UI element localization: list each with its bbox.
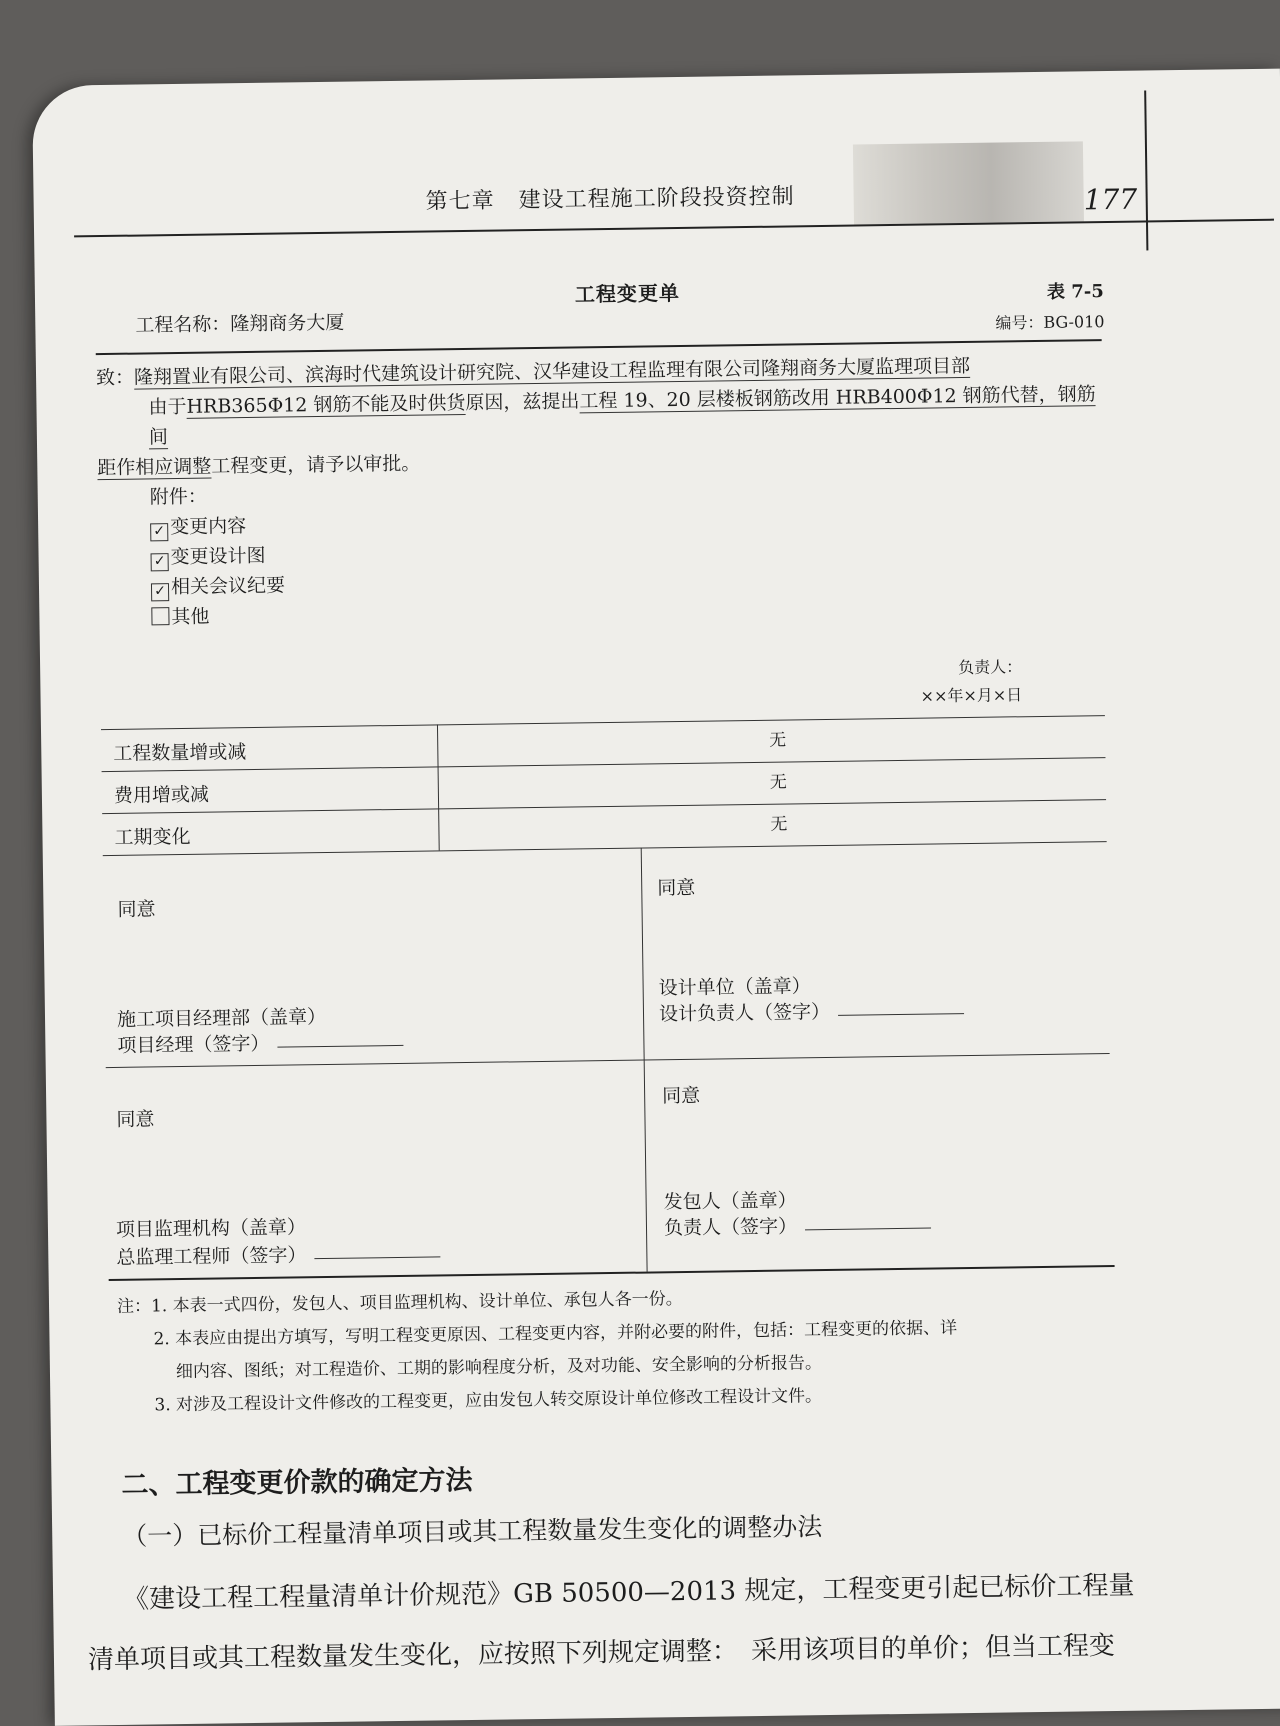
serial-number: 编号：BG-010 [995, 312, 1105, 333]
designer-signature: 设计负责人（签字） [659, 995, 964, 1026]
row-value-cost: 无 [769, 772, 787, 793]
section-heading: 二、工程变更价款的确定方法 [121, 1464, 473, 1501]
note-line: 细内容、图纸；对工程造价、工期的影响程度分析，及对功能、安全影响的分析报告。 [175, 1353, 823, 1383]
contractor-signature: 项目经理（签字） [117, 1027, 403, 1058]
form-notes [117, 1276, 1199, 1423]
attachment-item: ✓ 相关会议纪要 [151, 559, 1109, 602]
table-rule [102, 757, 1106, 772]
page-number: 177 [1083, 182, 1138, 217]
attachment-item: 其他 [151, 589, 1109, 632]
employer-agree: 同意 [662, 1084, 701, 1108]
row-label-cost: 费用增或减 [113, 783, 210, 807]
attachments-label: 附件： [149, 485, 207, 509]
table-rule [102, 799, 1106, 814]
chapter-number: 第七章 [425, 188, 495, 215]
table-rule [101, 715, 1105, 730]
contractor-agree: 同意 [117, 898, 156, 921]
header-rule [74, 219, 1274, 238]
signature-line[interactable] [805, 1228, 931, 1231]
book-page [32, 69, 1280, 1726]
signature-line[interactable] [314, 1256, 440, 1259]
chapter-title: 建设工程施工阶段投资控制 [518, 184, 795, 214]
table-rule [103, 841, 1107, 856]
attachment-checkbox[interactable]: ✓ [151, 583, 169, 601]
contractor-stamp: 施工项目经理部（盖章） [116, 1005, 327, 1031]
note-line: 注：1. 本表一式四份，发包人、项目监理机构、设计单位、承包人各一份。 [116, 1289, 683, 1317]
attachment-item: ✓ 变更内容 [150, 499, 1108, 542]
table-divider [437, 724, 440, 850]
signature-line[interactable] [277, 1045, 403, 1048]
running-header [425, 179, 794, 215]
signature-line[interactable] [838, 1013, 964, 1016]
row-value-schedule: 无 [770, 814, 788, 835]
responsible-label: 负责人： [958, 657, 1023, 678]
proposal-line: 距作相应调整工程变更，请予以审批。 [97, 452, 421, 480]
designer-agree: 同意 [657, 876, 696, 900]
supervisor-signature: 总监理工程师（签字） [116, 1238, 440, 1270]
designer-stamp: 设计单位（盖章） [658, 975, 811, 1000]
attachment-checkbox[interactable] [151, 607, 169, 625]
addressee-line: 致：隆翔置业有限公司、滨海时代建筑设计研究院、汉华建设工程监理有限公司隆翔商务大厦监理项目部 [95, 354, 971, 390]
reason-line: 由于HRB365Φ12 钢筋不能及时供货原因，兹提出工程 19、20 层楼板钢筋改用 HRB400Φ12 钢筋代替，钢筋间 [148, 383, 1096, 449]
attachment-item: ✓ 变更设计图 [150, 529, 1108, 572]
attachment-checkbox[interactable]: ✓ [150, 523, 168, 541]
attachments-list [98, 499, 1110, 633]
table-number: 表 7-5 [1046, 281, 1104, 303]
row-value-quantity: 无 [769, 730, 787, 751]
body-line: 《建设工程工程量清单计价规范》GB 50500—2013 规定，工程变更引起已标价工程量 [122, 1570, 1135, 1615]
project-name: 工程名称：隆翔商务大厦 [135, 311, 345, 337]
body-line: 清单项目或其工程数量发生变化，应按照下列规定调整： 采用该项目的单价；但当工程变 [87, 1631, 1116, 1676]
note-line: 2. 本表应由提出方填写，写明工程变更原因、工程变更内容，并附必要的附件，包括：工程变更的依据、详 [153, 1318, 958, 1350]
proposal: 工程 19、20 层楼板钢筋改用 HRB400Φ12 钢筋代替，钢筋间 [148, 383, 1096, 449]
attachment-checkbox[interactable]: ✓ [151, 553, 169, 571]
section-subheading: （一）已标价工程量清单项目或其工程数量发生变化的调整办法 [122, 1512, 823, 1551]
header-vertical-rule [1144, 90, 1148, 250]
reason: HRB365Φ12 钢筋不能及时供货 [186, 391, 466, 418]
addressee: 隆翔置业有限公司、滨海时代建筑设计研究院、汉华建设工程监理有限公司隆翔商务大厦监理项目部 [133, 354, 971, 389]
form-body [96, 349, 1110, 633]
row-label-quantity: 工程数量增或减 [113, 741, 247, 765]
supervisor-stamp: 项目监理机构（盖章） [115, 1216, 307, 1241]
header-building-image [853, 141, 1084, 224]
supervisor-agree: 同意 [116, 1108, 155, 1131]
employer-stamp: 发包人（盖章） [663, 1189, 797, 1214]
row-label-schedule: 工期变化 [114, 825, 191, 849]
employer-signature: 负责人（签字） [664, 1210, 931, 1241]
note-line: 3. 对涉及工程设计文件修改的工程变更，应由发包人转交原设计单位修改工程设计文件。 [154, 1386, 823, 1416]
form-title: 工程变更单 [574, 280, 681, 307]
form-date: ××年×月×日 [920, 685, 1023, 706]
